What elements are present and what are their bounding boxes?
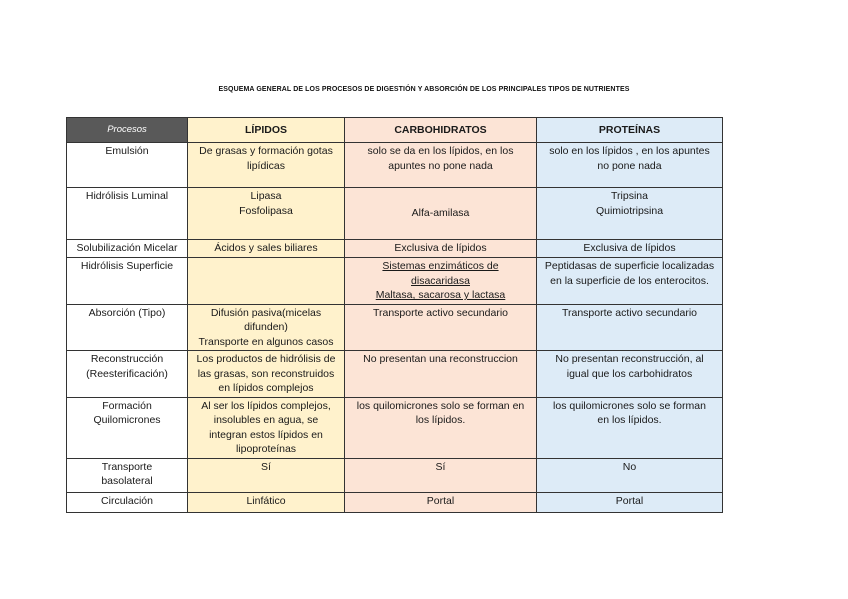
- row-label-text: Quilomicrones: [93, 414, 161, 426]
- cell-line: Difusión pasiva(micelas: [210, 306, 322, 319]
- cell-line: Transporte activo secundario: [372, 306, 508, 319]
- cell-line: lipídicas: [247, 159, 285, 172]
- cell-lipidos: [188, 492, 345, 512]
- cell-lipidos: [188, 304, 345, 351]
- cell-carbohidratos: [345, 143, 537, 188]
- table-row: [67, 458, 723, 492]
- cell-line: en los lípidos.: [597, 414, 662, 426]
- row-label-text: Absorción (Tipo): [88, 306, 166, 319]
- cell-line: Lipasa: [250, 190, 282, 202]
- row-label: [67, 397, 188, 458]
- cell-line: De grasas y formación gotas: [199, 145, 333, 157]
- row-label-text: Circulación: [101, 494, 153, 507]
- cell-line: No presentan reconstrucción, al: [555, 353, 704, 365]
- cell-line: integran estos lípidos en: [209, 428, 323, 441]
- cell-proteinas: [537, 188, 723, 240]
- cell-lipidos: [188, 258, 345, 305]
- row-label-text: Emulsión: [105, 145, 149, 157]
- cell-carbohidratos: [345, 397, 537, 458]
- row-label-text: Hidrólisis Luminal: [85, 190, 169, 202]
- cell-proteinas: [537, 351, 723, 398]
- cell-line: Alfa-amilasa: [411, 207, 470, 220]
- cell-proteinas: [537, 258, 723, 305]
- row-label: [67, 492, 188, 512]
- cell-line: difunden): [244, 321, 288, 333]
- header-procesos: Procesos: [67, 118, 188, 143]
- cell-line: Peptidasas de superficie localizadas: [544, 260, 715, 272]
- cell-line: Fosfolipasa: [239, 204, 293, 217]
- cell-line: Los productos de hidrólisis de: [196, 353, 336, 365]
- cell-line: Ácidos y sales biliares: [214, 242, 318, 254]
- table-row: [67, 304, 723, 351]
- table-row: [67, 143, 723, 188]
- cell-carbohidratos: [345, 304, 537, 351]
- row-label: [67, 188, 188, 240]
- cell-proteinas: [537, 143, 723, 188]
- table-row: [67, 351, 723, 398]
- cell-line: Exclusiva de lípidos: [394, 242, 487, 254]
- cell-carbohidratos: [345, 258, 537, 305]
- cell-line: No: [622, 460, 637, 473]
- cell-line: los lípidos.: [415, 414, 466, 426]
- cell-lipidos: [188, 397, 345, 458]
- row-label: [67, 240, 188, 258]
- row-label-text: (Reesterificación): [86, 367, 168, 380]
- cell-line: Quimiotripsina: [595, 204, 664, 217]
- cell-line: solo en los lípidos , en los apuntes: [549, 145, 710, 157]
- row-label: [67, 304, 188, 351]
- cell-line: no pone nada: [597, 159, 662, 172]
- cell-line: las grasas, son reconstruidos: [197, 367, 335, 380]
- table-row: [67, 492, 723, 512]
- cell-line: No presentan una reconstruccion: [363, 353, 518, 365]
- row-label-text: Hidrólisis Superficie: [80, 260, 174, 272]
- table-row: [67, 188, 723, 240]
- cell-line: disacaridasa: [411, 274, 470, 287]
- cell-line: Linfático: [246, 494, 286, 507]
- cell-proteinas: [537, 492, 723, 512]
- cell-proteinas: [537, 397, 723, 458]
- cell-proteinas: [537, 240, 723, 258]
- header-row: [67, 118, 723, 143]
- cell-line: Exclusiva de lípidos: [583, 242, 676, 254]
- cell-line: en lípidos complejos: [218, 382, 314, 394]
- row-label-text: Solubilización Micelar: [76, 242, 178, 254]
- row-label: [67, 143, 188, 188]
- cell-line: solo se da en los lípidos, en los: [367, 145, 514, 157]
- cell-line: Al ser los lípidos complejos,: [201, 399, 331, 412]
- row-label-text: Formación: [102, 399, 152, 412]
- cell-line: apuntes no pone nada: [388, 159, 493, 172]
- cell-proteinas: [537, 458, 723, 492]
- row-label-text: Reconstrucción: [90, 353, 164, 365]
- header-carbohidratos: CARBOHIDRATOS: [345, 118, 537, 143]
- cell-line: igual que los carbohidratos: [566, 367, 693, 380]
- cell-line: insolubles en agua, se: [213, 414, 319, 426]
- cell-line: Portal: [426, 494, 455, 507]
- row-label-text: basolateral: [101, 475, 153, 487]
- cell-line: Tripsina: [611, 190, 648, 202]
- cell-carbohidratos: [345, 188, 537, 240]
- row-label: [67, 458, 188, 492]
- cell-lipidos: [188, 458, 345, 492]
- table-row: [67, 258, 723, 305]
- cell-line: Sí: [435, 460, 446, 473]
- cell-line: en la superficie de los enterocitos.: [550, 274, 709, 287]
- nutrients-table: [66, 117, 723, 513]
- cell-line: lipoproteínas: [235, 443, 297, 455]
- cell-proteinas: [537, 304, 723, 351]
- cell-carbohidratos: [345, 458, 537, 492]
- cell-line: Transporte activo secundario: [561, 306, 697, 319]
- header-lipidos: LÍPIDOS: [188, 118, 345, 143]
- cell-line: Transporte en algunos casos: [198, 335, 334, 348]
- header-proteinas: PROTEÍNAS: [537, 118, 723, 143]
- row-label-text: Transporte: [101, 460, 153, 473]
- cell-carbohidratos: [345, 492, 537, 512]
- cell-line: Sistemas enzimáticos de: [382, 260, 499, 272]
- row-label: [67, 351, 188, 398]
- cell-lipidos: [188, 351, 345, 398]
- cell-line: Portal: [615, 494, 644, 507]
- table-row: [67, 240, 723, 258]
- cell-line: Sí: [261, 460, 271, 473]
- cell-line: los quilomicrones solo se forman en: [356, 399, 525, 412]
- cell-lipidos: [188, 143, 345, 188]
- table-row: [67, 397, 723, 458]
- document-title: ESQUEMA GENERAL DE LOS PROCESOS DE DIGESTIÓN Y ABSORCIÓN DE LOS PRINCIPALES TIPOS DE NUTRIENTES: [218, 86, 630, 93]
- cell-line: los quilomicrones solo se forman: [553, 399, 706, 412]
- row-label: [67, 258, 188, 305]
- cell-carbohidratos: [345, 351, 537, 398]
- cell-lipidos: [188, 188, 345, 240]
- cell-lipidos: [188, 240, 345, 258]
- cell-carbohidratos: [345, 240, 537, 258]
- cell-line: Maltasa, sacarosa y lactasa: [375, 289, 506, 301]
